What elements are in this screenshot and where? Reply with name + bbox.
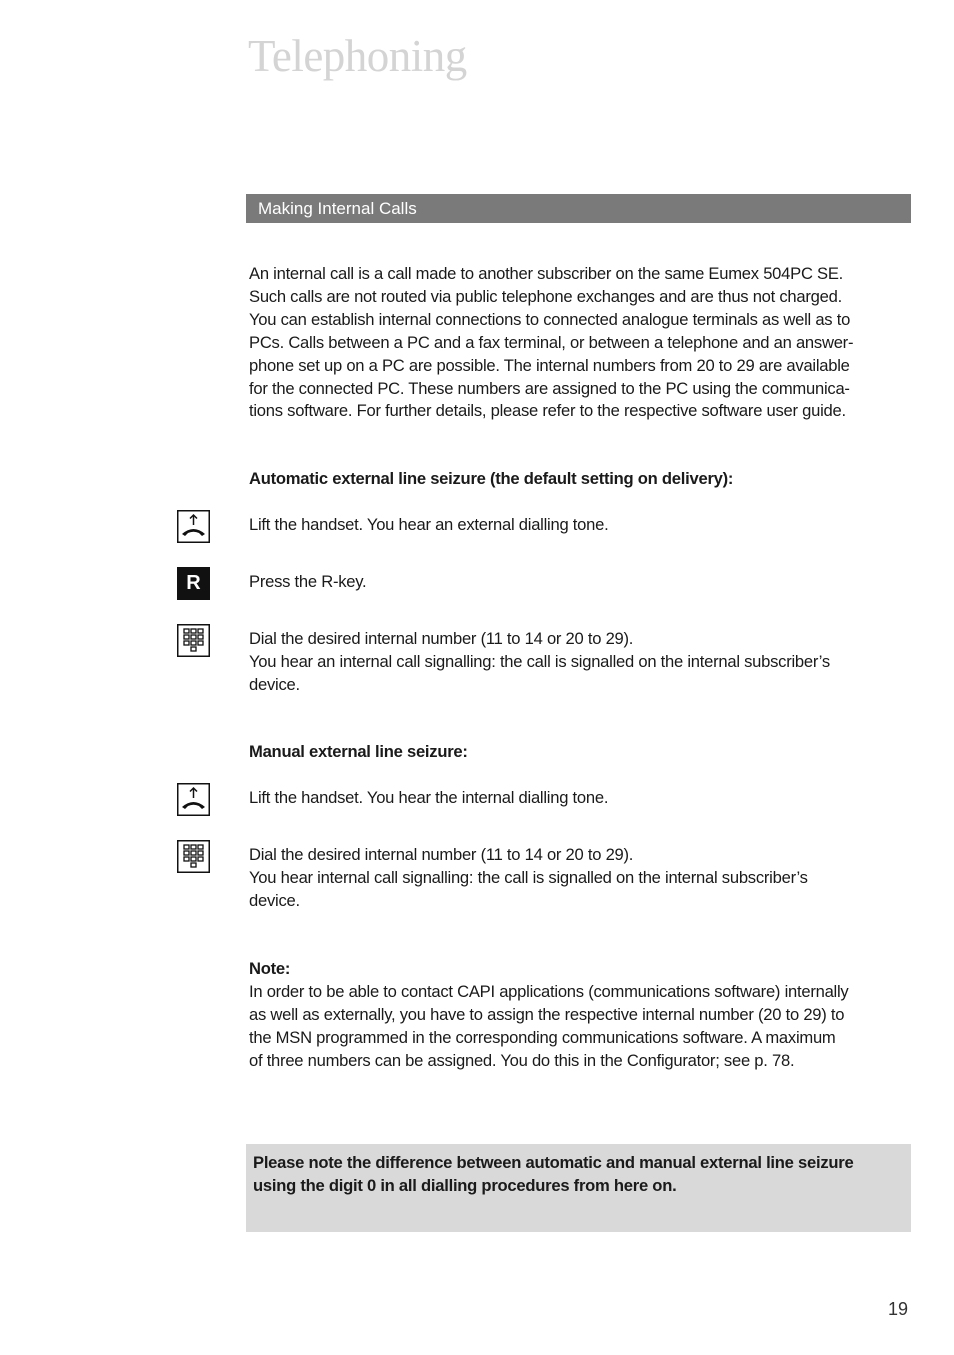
intro-line: phone set up on a PC are possible. The internal numbers from 20 to 29 are available (249, 355, 850, 375)
note-block (249, 958, 911, 1073)
lift-handset-icon (177, 510, 210, 543)
chapter-title: Telephoning (248, 31, 467, 81)
note-heading: Note: (249, 959, 291, 978)
page-number: 19 (888, 1299, 909, 1319)
automatic-seizure-heading: Automatic external line seizure (the default setting on delivery): (249, 469, 734, 488)
step-line: Lift the handset. You hear the internal dialling tone. (249, 788, 609, 807)
step-line: device. (249, 674, 300, 694)
r-key-icon: R (177, 567, 210, 600)
manual-seizure-heading: Manual external line seizure: (249, 742, 468, 761)
intro-line: tions software. For further details, please refer to the respective software user guide. (249, 401, 846, 421)
intro-line: PCs. Calls between a PC and a fax terminal, or between a telephone and an answer- (249, 332, 854, 352)
note-line: the MSN programmed in the corresponding communications software. A maximum (249, 1027, 836, 1047)
intro-line: for the connected PC. These numbers are assigned to the PC using the communica- (249, 378, 850, 398)
notice-box (246, 1144, 911, 1232)
step-line: Dial the desired internal number (11 to 14 or 20 to 29). (249, 845, 634, 864)
notice-line: Please note the difference between automatic and manual external line seizure (253, 1153, 854, 1172)
step-text (249, 571, 911, 594)
intro-line: Such calls are not routed via public telephone exchanges and are thus not charged. (249, 286, 842, 306)
note-line: as well as externally, you have to assign the respective internal number (20 to 29) to (249, 1004, 845, 1024)
note-line: In order to be able to contact CAPI applications (communications software) internally (249, 981, 849, 1001)
step-text (249, 844, 911, 913)
keypad-icon (177, 840, 210, 873)
step-line: You hear an internal call signalling: the call is signalled on the internal subscriber’s (249, 651, 830, 671)
keypad-icon (177, 624, 210, 657)
step-text (249, 628, 911, 697)
step-line: Lift the handset. You hear an external dialling tone. (249, 515, 609, 534)
step-text (249, 514, 911, 537)
notice-line: using the digit 0 in all dialling procedures from here on. (253, 1176, 677, 1195)
note-line: of three numbers can be assigned. You do this in the Configurator; see p. 78. (249, 1050, 795, 1070)
step-line: Press the R-key. (249, 572, 367, 591)
step-text (249, 787, 911, 810)
intro-line: You can establish internal connections to connected analogue terminals as well as to (249, 309, 851, 329)
intro-paragraph (249, 263, 911, 423)
step-line: You hear internal call signalling: the call is signalled on the internal subscriber’s (249, 867, 808, 887)
step-line: Dial the desired internal number (11 to 14 or 20 to 29). (249, 629, 634, 648)
lift-handset-icon (177, 783, 210, 816)
intro-line: An internal call is a call made to another subscriber on the same Eumex 504PC SE. (249, 264, 844, 283)
step-line: device. (249, 890, 300, 910)
section-title-bar: Making Internal Calls (246, 194, 911, 223)
